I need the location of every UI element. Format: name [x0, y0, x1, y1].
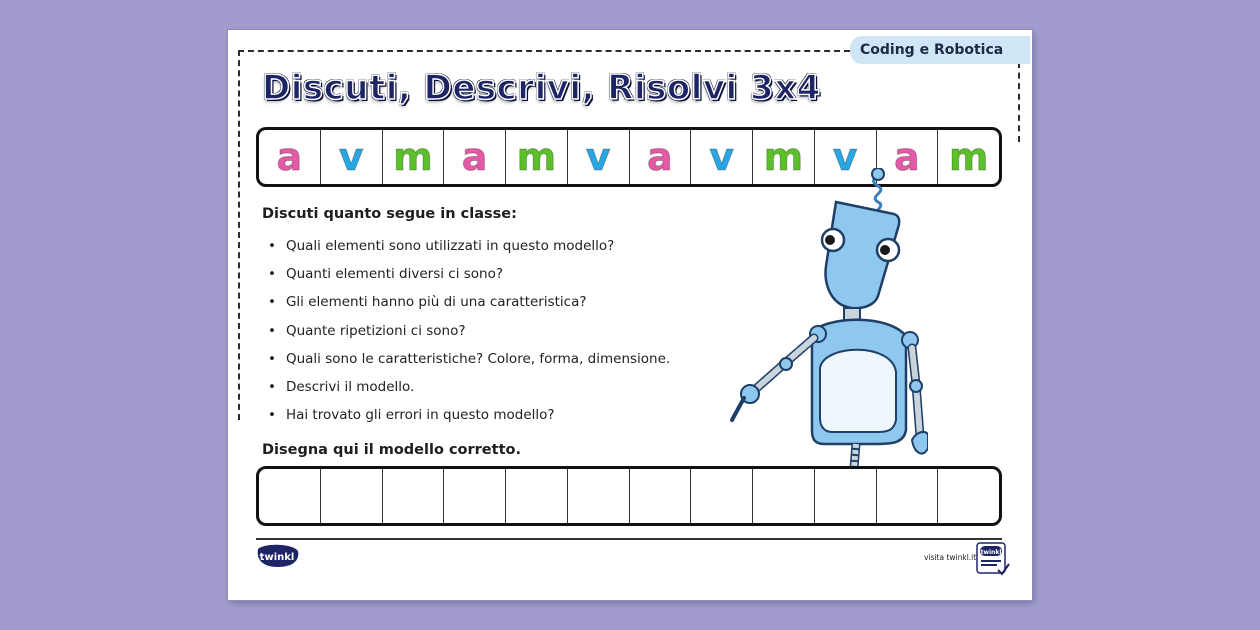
question-list — [268, 232, 670, 429]
pattern-cell: m — [948, 135, 989, 179]
answer-cell — [383, 469, 445, 523]
discussion-heading: Discuti quanto segue in classe: — [262, 206, 517, 222]
question-item: • Quanti elementi diversi ci sono? — [268, 260, 670, 288]
draw-heading: Disegna qui il modello corretto. — [262, 442, 521, 458]
quality-badge-icon — [976, 542, 1010, 576]
visit-link[interactable]: visita twinkl.it — [924, 553, 977, 562]
pattern-cell: v — [321, 130, 383, 184]
badge-text: twinkl — [980, 549, 1002, 556]
pattern-cell: v — [568, 130, 630, 184]
answer-cell — [877, 469, 939, 523]
question-item: • Descrivi il modello. — [268, 373, 670, 401]
answer-cell — [753, 469, 815, 523]
twinkl-logo — [254, 543, 300, 569]
pattern-cell: v — [815, 130, 877, 184]
pattern-cell: m — [383, 130, 445, 184]
pattern-cell: a — [630, 130, 692, 184]
question-item: • Quali elementi sono utilizzati in questo modello? — [268, 232, 670, 260]
answer-cell — [444, 469, 506, 523]
robot-illustration — [728, 168, 928, 468]
pattern-cell: a — [444, 130, 506, 184]
answer-cell — [259, 469, 321, 523]
answer-cell — [321, 469, 383, 523]
question-item: • Quante ripetizioni ci sono? — [268, 317, 670, 345]
pattern-cell: a — [259, 130, 321, 184]
answer-cell — [568, 469, 630, 523]
cut-line-right — [1018, 62, 1020, 142]
pattern-cell: m — [506, 130, 568, 184]
logo-text: twinkl — [259, 552, 295, 563]
worksheet — [228, 30, 1032, 600]
answer-cell — [630, 469, 692, 523]
cut-line-top — [238, 50, 850, 52]
answer-cell — [506, 469, 568, 523]
subject-tag: Coding e Robotica — [850, 36, 1030, 64]
cut-line-left — [238, 50, 240, 420]
question-item: • Gli elementi hanno più di una caratteristica? — [268, 288, 670, 316]
answer-cell — [815, 469, 877, 523]
footer-divider — [256, 538, 1002, 540]
pattern-cell: v — [691, 130, 753, 184]
answer-strip — [256, 466, 1002, 526]
answer-cell — [691, 469, 753, 523]
page-title: Discuti, Descrivi, Risolvi 3x4 — [262, 68, 821, 108]
pattern-cell: m — [753, 130, 815, 184]
question-item: • Hai trovato gli errori in questo modello? — [268, 401, 670, 429]
question-item: • Quali sono le caratteristiche? Colore, forma, dimensione. — [268, 345, 670, 373]
pattern-cell: a — [877, 130, 939, 184]
answer-cell — [938, 469, 999, 523]
